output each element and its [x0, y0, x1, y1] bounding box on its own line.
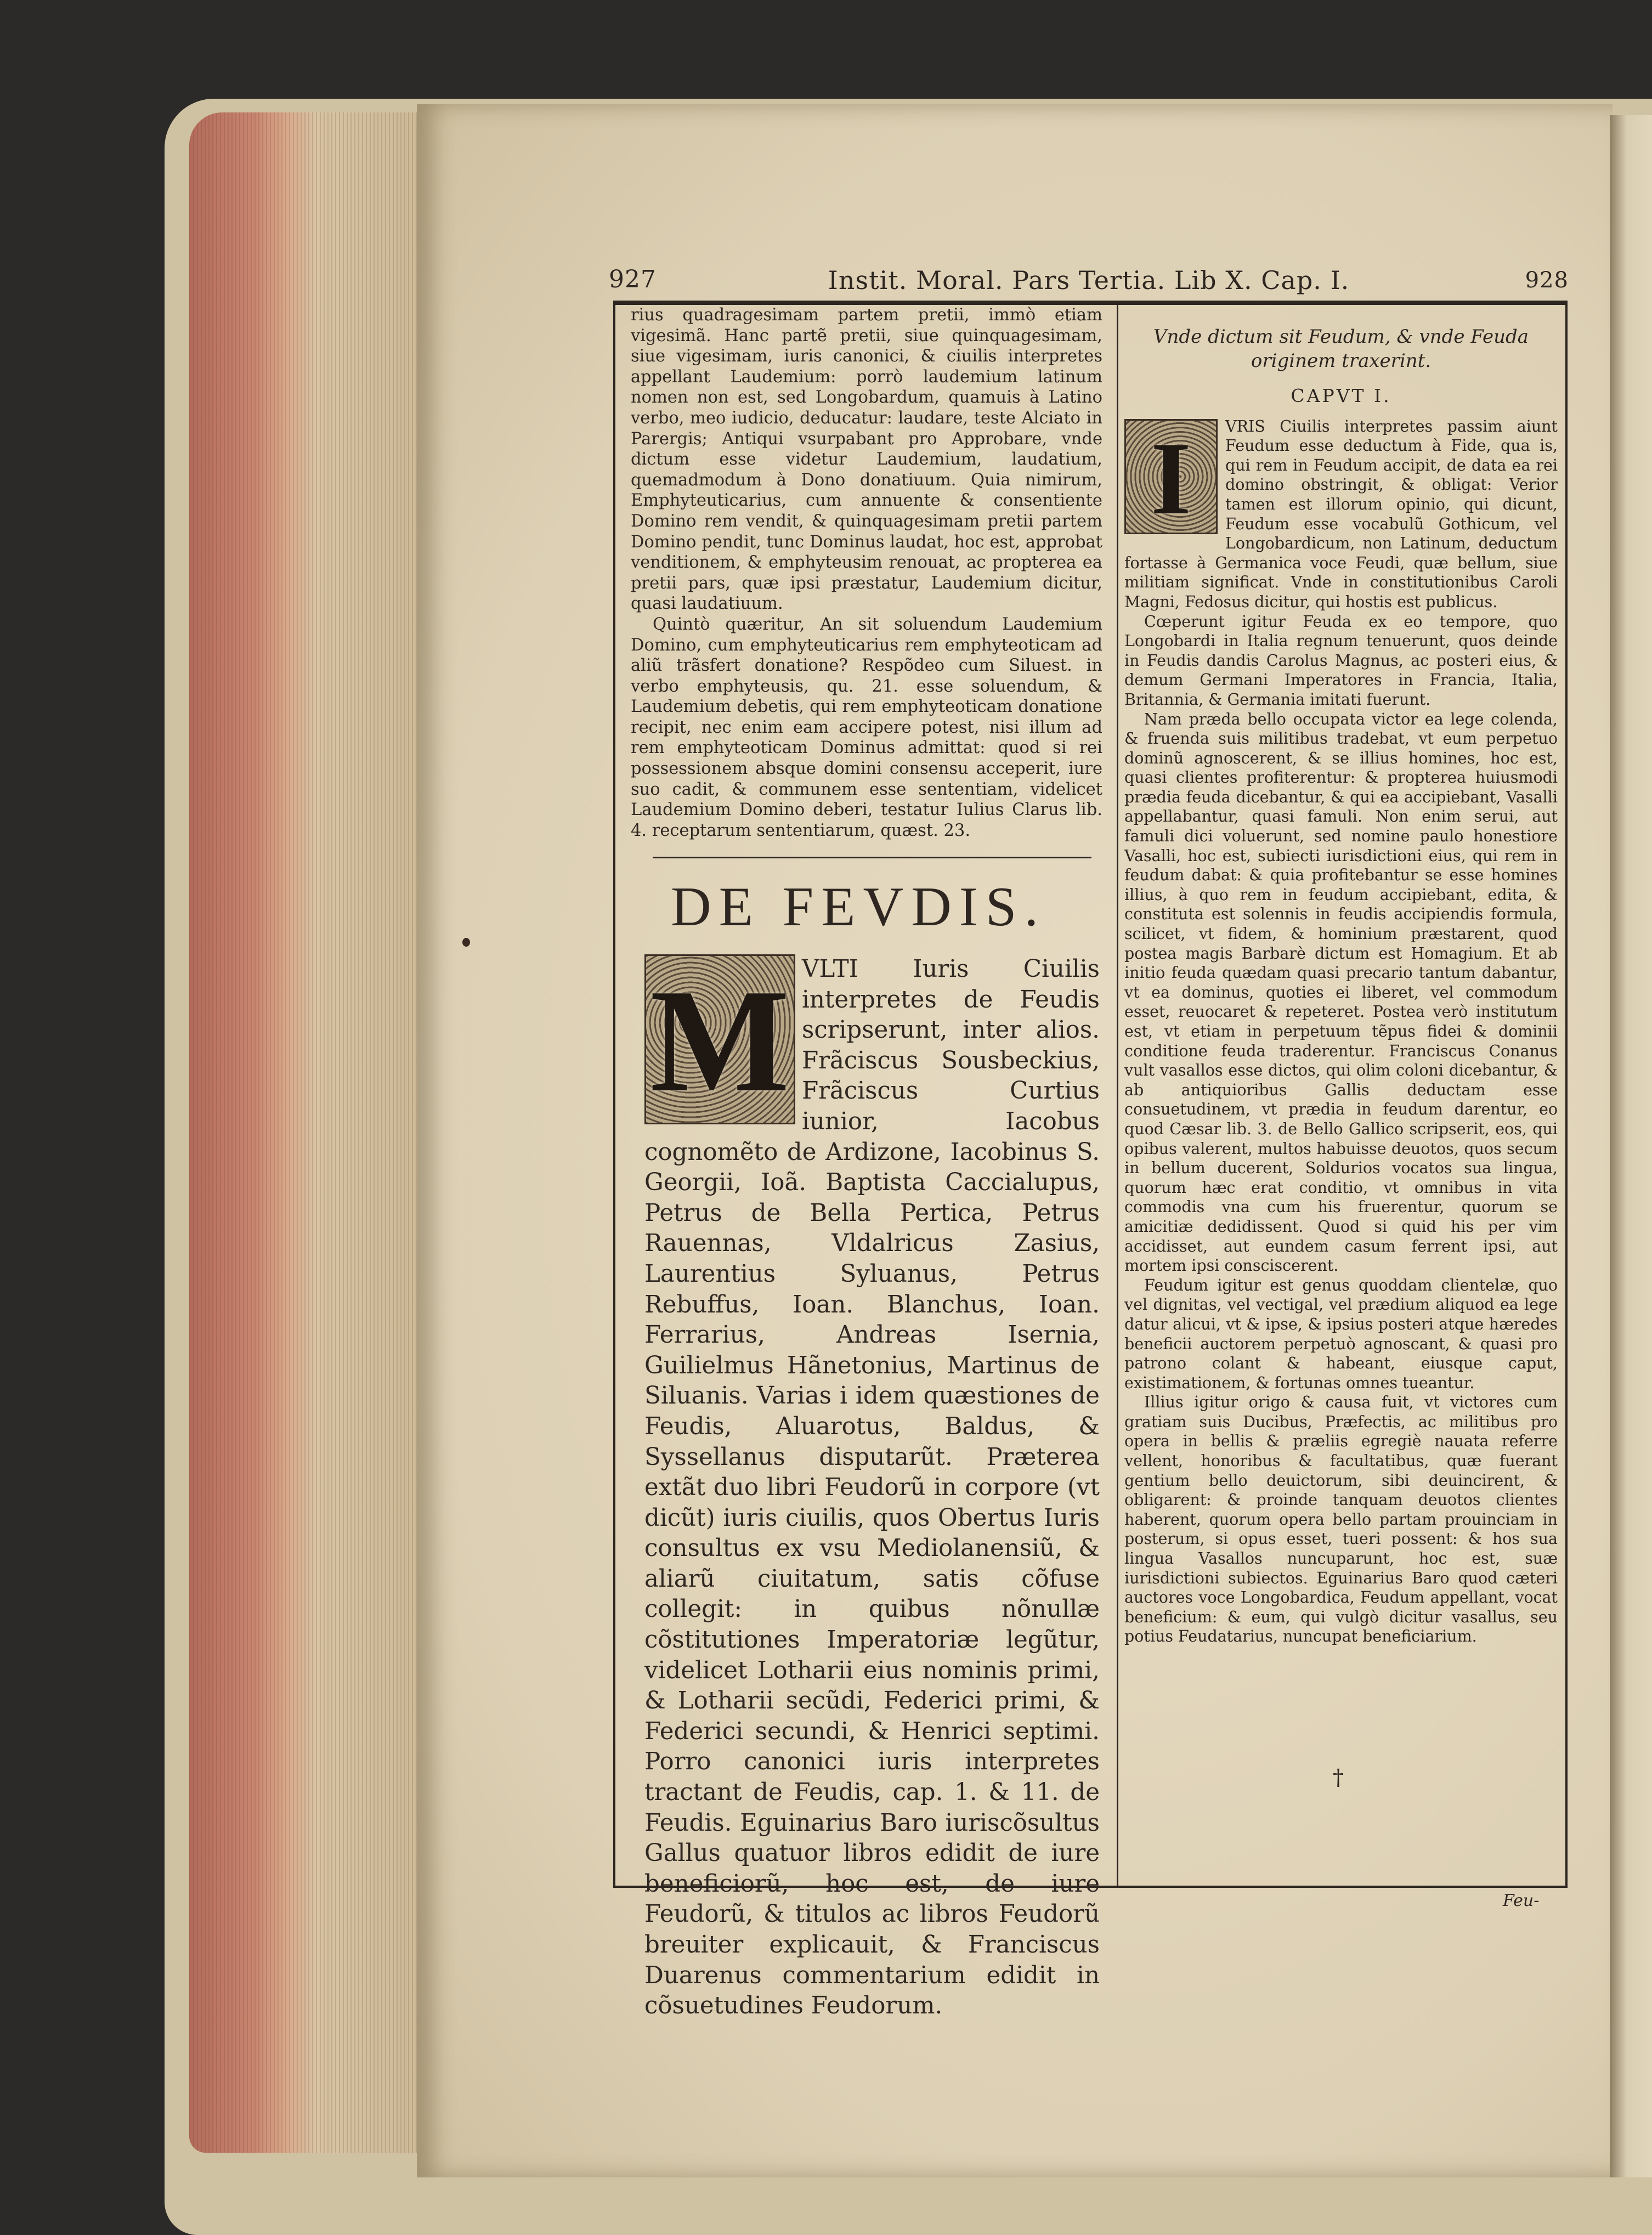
catchword: Feu- [1503, 1891, 1540, 1910]
end-dagger: † [1333, 1765, 1344, 1790]
right-paragraph-2: Cœperunt igitur Feuda ex eo tempore, quo Longobardi in Italia regnum tenuerunt, quos deinde in Feudis dandis Carolus Magnus, ac posteri eius, & demum Germani Imperatores in Francia, Italia, Britannia, & Germania imitati fuerunt. [1124, 612, 1558, 709]
ink-spot [462, 938, 470, 947]
dropcap-letter-i: I [1151, 421, 1191, 536]
right-paragraph-1: VRIS Ciuilis interpretes passim aiunt Feudum esse deductum à Fide, qua is, qui rem in Feudum accipit, de data ea rei domino obstringit, & obligat: Verior tamen est illorum opinio, qui dicunt, Feudum esse vocabulũ Gothicum, vel Longobardicum, non Latinum, deductum fortasse à Germanica voce Feudi, quæ bellum, siue militiam significat. Vnde in constitutionibus Caroli Magni, Fedosus dicitur, qui hostis est publicus. [1124, 417, 1558, 611]
right-page-edge [1610, 115, 1652, 2177]
right-paragraph-4: Feudum igitur est genus quoddam clientelæ, quo vel dignitas, vel vectigal, vel prædium aliquod ea lege datur alicui, vt & ipse, & ipsius posteri atque hæredes beneficii auctorem perpetuò agnoscant, & quasi pro patrono colant & habeant, eiusque caput, existimationem, & fortunas omnes tueantur. [1124, 1276, 1558, 1392]
dropcap-letter: M [650, 959, 790, 1123]
right-paragraph-3: Nam præda bello occupata victor ea lege colenda, & fruenda suis militibus tradebat, vt eum perpetuo dominũ agnoscerent, & se illius homines, hoc est, quasi clientes profiterentur: & propterea huiusmodi prædia feuda dicebantur, & qui ea accipiebant, Vasalli appellabantur, quasi famuli. Non enim serui, aut famuli dici voluerunt, sed nomine paulo honestiore Vasalli, hoc est, subiecti iurisdictioni eius, qui rem in feudum dabat: & quia profitebantur se esse homines illius, à quo rem in feudum accipiebant, edita, & constituta est solennis in feudis accipiendis formula, scilicet, vt fidem, & hominium præstarent, quod postea magis Barbarè dictum est Homagium. Et ab initio feuda quædam quasi precario tantum dabantur, vt ea dominus, quoties ei liberet, vel commodum esset, reuocaret & repeteret. Postea verò institutum est, vt etiam in perpetuum tẽpus fidei & dominii conditione feuda traderentur. Franciscus Conanus vult vasallos esse dictos, qui olim coloni dicebantur, & ab antiquioribus Gallis deductam esse consuetudinem, vt prædia in feudum darentur, eo quod Cæsar lib. 3. de Bello Gallico scripserit, eos, qui opibus valerent, multos habuisse deuotos, quos secum in bellum ducerent, Soldurios vocatos sua lingua, quorum hæc erat conditio, vt omnibus in vita commodis vna cum his fruerentur, quorum se amicitiæ dedidissent. Quod si quid his per vim accidisset, aut eundem casum ferrent ipsi, aut mortem ipsi consciscerent. [1124, 710, 1558, 1275]
running-head [609, 265, 1569, 298]
column-divider [1117, 303, 1118, 1888]
section-title: DE FEVDIS. [670, 876, 1046, 938]
section-rule [653, 857, 1091, 858]
chapter-title: Vnde dictum sit Feudum, & vnde Feuda originem traxerint. [1153, 326, 1529, 372]
decorated-initial-i [1124, 419, 1218, 534]
feudis-intro-text: VLTI Iuris Ciuilis interpretes de Feudis scripserunt, inter alios. Frãciscus Sousbeckius, Frãciscus Curtius iunior, Iacobus cognomẽto de Ardizone, Iacobinus S. Georgii, Ioã. Baptista Caccialupus, Petrus de Bella Pertica, Petrus Rauennas, Vldalricus Zasius, Laurentius Syluanus, Petrus Rebuffus, Ioan. Blanchus, Ioan. Ferrarius, Andreas Isernia, Guilielmus Hãnetonius, Martinus de Siluanis. Varias i idem quæstiones de Feudis, Aluarotus, Baldus, & Syssellanus disputarũt. Præterea extãt duo libri Feudorũ in corpore (vt dicũt) iuris ciuilis, quos Obertus Iuris consultus ex vsu Mediolanensiũ, & aliarũ ciuitatum, satis cõfuse collegit: in quibus nõnullæ cõstitutiones Imperatoriæ legũtur, videlicet Lotharii eius nominis primi, & Lotharii secũdi, Federici primi, & Federici secundi, & Henrici septimi. Porro canonici iuris interpretes tractant de Feudis, cap. 1. & 11. de Feudis. Eguinarius Baro iuriscõsultus Gallus quatuor libros edidit de iure beneficiorũ, hoc est, de iure Feudorũ, & titulos ac libros Feudorũ breuiter explicauit, & Franciscus Duarenus commentarium edidit in cõsuetudines Feudorum. [644, 955, 1100, 2020]
running-title: Instit. Moral. Pars Tertia. Lib X. Cap. I. [828, 265, 1350, 295]
left-page-number: 927 [609, 265, 657, 293]
chapter-heading: CAPVT I. [1291, 385, 1391, 406]
right-paragraph-5: Illius igitur origo & causa fuit, vt victores cum gratiam suis Ducibus, Præfectis, ac militibus pro opera in bellis & præliis egregiè nauata referre vellent, honoribus & facultatibus, quæ fuerant gentium bello deuictorum, sibi deuincirent, & obligarent: & proinde tanquam deuotos clientes haberent, quorum opera bello partam prouinciam in posterum, si opus esset, tueri possent: & hos sua lingua Vasallos nuncuparunt, hoc est, suæ iurisdictioni subiectos. Eguinarius Baro quod cæteri auctores voce Longobardica, Feudum appellant, vocat beneficium: & eum, qui vulgò dicitur vasallus, seu potius Feudatarius, nuncupat beneficiarium. [1124, 1393, 1558, 1646]
left-paragraph-1: rius quadragesimam partem pretii, immò etiam vigesimã. Hanc partẽ pretii, siue quinquagesimam, siue vigesimam, iuris canonici, & ciuilis interpretes appellant Laudemium: porrò laudemium latinum nomen non est, sed Longobardum, quamuis à Latino verbo, meo iudicio, deducatur: laudare, teste Alciato in Parergis; Antiqui vsurpabant pro Approbare, vnde dictum esse videtur Laudemium, laudatium, quemadmodum à Dono donatiuum. Quia nimirum, Emphyteuticarius, cum annuente & consentiente Domino rem vendit, & quinquagesimam pretii partem Domino pendit, tunc Dominus laudat, hoc est, approbat venditionem, & emphyteusim renouat, ac propterea ea pretii pars, quæ ipsi præstatur, Laudemium dicitur, quasi laudatiuum. [631, 305, 1102, 614]
right-page-number: 928 [1525, 268, 1569, 293]
decorated-initial-m [644, 954, 795, 1124]
right-column [1124, 325, 1558, 1646]
page-edges-red [189, 112, 420, 2153]
left-paragraph-2: Quintò quæritur, An sit soluendum Laudemium Domino, cum emphyteuticarius rem emphyteoticam ad aliũ trãsfert donatione? Respõdeo cum Siluest. in verbo emphyteusis, qu. 21. esse soluendum, & Laudemium debetis, qui rem emphyteoticam donatione recipit, nec enim eam accipere potest, nisi illum ad rem emphyteoticam Dominus admittat: quod si rei possessionem absque domini consensu acceperit, iure suo cadit, & communem esse sententiam, videlicet Laudemium Domino deberi, testatur Iulius Clarus lib. 4. receptarum sententiarum, quæst. 23. [631, 614, 1102, 840]
left-column-top [631, 305, 1102, 841]
left-column-bottom [644, 954, 1100, 2022]
